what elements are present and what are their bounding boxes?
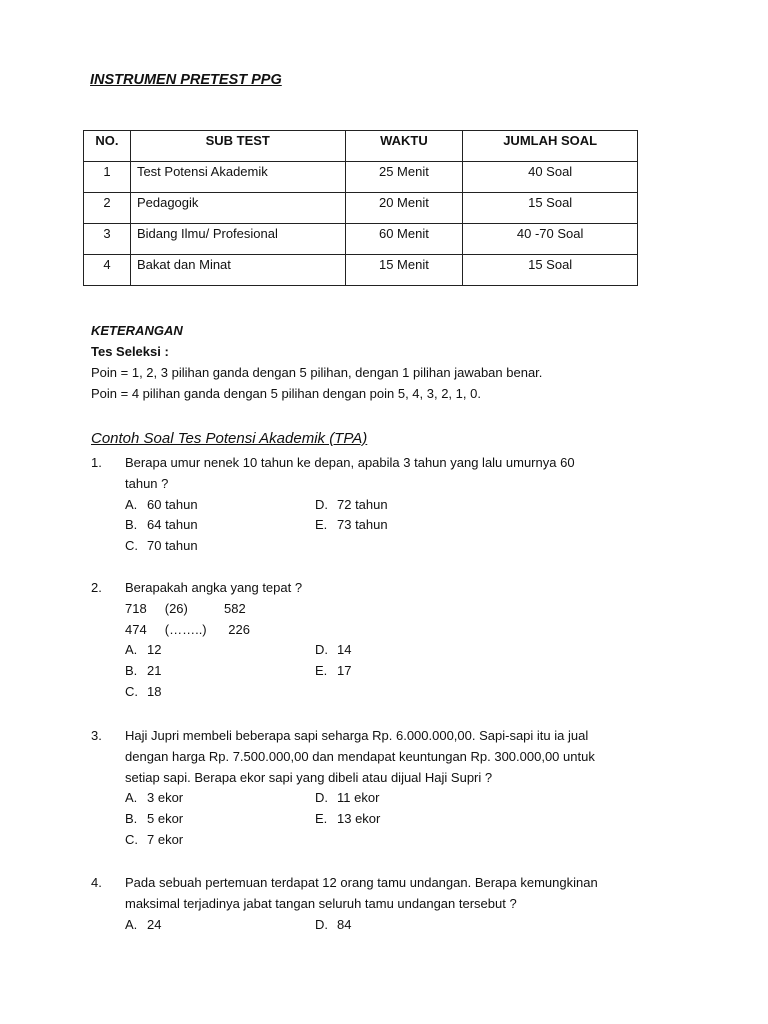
number-pattern-line: 718 (26) 582 xyxy=(125,600,246,616)
question-number: 4. xyxy=(91,875,102,890)
question-text-line: tahun ? xyxy=(125,475,169,491)
keterangan-line: Poin = 4 pilihan ganda dengan 5 pilihan dengan poin 5, 4, 3, 2, 1, 0. xyxy=(91,386,481,401)
keterangan-heading: KETERANGAN xyxy=(91,323,183,338)
cell-sub-test: Bakat dan Minat xyxy=(130,255,345,286)
cell-sub-test: Pedagogik xyxy=(130,193,345,224)
option: E. 13 ekor xyxy=(315,811,381,827)
option: A. 12 xyxy=(125,642,162,658)
option: D. 11 ekor xyxy=(315,790,380,806)
question-number: 2. xyxy=(91,580,102,595)
header-sub-test: SUB TEST xyxy=(130,131,345,162)
question-body xyxy=(125,578,670,703)
cell-jumlah-soal: 15 Soal xyxy=(463,193,638,224)
option: B. 21 xyxy=(125,663,162,679)
question-text-line: Berapa umur nenek 10 tahun ke depan, apabila 3 tahun yang lalu umurnya 60 xyxy=(125,455,575,470)
option: A. 60 tahun xyxy=(125,496,198,512)
cell-jumlah-soal: 40 Soal xyxy=(463,162,638,193)
option: E. 73 tahun xyxy=(315,517,388,533)
table-header-row xyxy=(84,131,638,162)
question-number: 1. xyxy=(91,455,102,470)
question-body xyxy=(125,453,670,557)
section-title: Contoh Soal Tes Potensi Akademik (TPA) xyxy=(91,430,368,447)
option: E. 17 xyxy=(315,663,352,679)
instrument-table xyxy=(83,130,638,286)
cell-no: 1 xyxy=(84,162,131,193)
options-grid xyxy=(125,495,670,557)
table-row xyxy=(84,255,638,286)
header-waktu: WAKTU xyxy=(345,131,463,162)
cell-jumlah-soal: 15 Soal xyxy=(463,255,638,286)
document-title: INSTRUMEN PRETEST PPG xyxy=(90,72,282,88)
table-row xyxy=(84,193,638,224)
cell-no: 4 xyxy=(84,255,131,286)
options-grid xyxy=(125,915,670,936)
option: A. 3 ekor xyxy=(125,790,184,806)
number-pattern-line: 474 (……..) 226 xyxy=(125,621,250,637)
cell-waktu: 15 Menit xyxy=(345,255,463,286)
cell-sub-test: Bidang Ilmu/ Profesional xyxy=(130,224,345,255)
cell-waktu: 20 Menit xyxy=(345,193,463,224)
question-text-line: Haji Jupri membeli beberapa sapi seharga Rp. 6.000.000,00. Sapi-sapi itu ia jual xyxy=(125,728,589,743)
option: D. 84 xyxy=(315,916,352,932)
question-text-line: maksimal terjadinya jabat tangan seluruh tamu undangan tersebut ? xyxy=(125,895,517,911)
tes-seleksi-heading: Tes Seleksi : xyxy=(91,344,169,359)
option: C. 7 ekor xyxy=(125,831,184,847)
question-body xyxy=(125,726,670,851)
keterangan-section xyxy=(91,320,542,404)
option: C. 70 tahun xyxy=(125,538,198,554)
cell-no: 3 xyxy=(84,224,131,255)
cell-no: 2 xyxy=(84,193,131,224)
question-text-line: Pada sebuah pertemuan terdapat 12 orang tamu undangan. Berapa kemungkinan xyxy=(125,875,598,890)
cell-jumlah-soal: 40 -70 Soal xyxy=(463,224,638,255)
option: B. 5 ekor xyxy=(125,811,184,827)
question-number: 3. xyxy=(91,728,102,743)
options-grid xyxy=(125,788,670,850)
cell-sub-test: Test Potensi Akademik xyxy=(130,162,345,193)
table-row xyxy=(84,162,638,193)
options-grid xyxy=(125,640,670,702)
keterangan-line: Poin = 1, 2, 3 pilihan ganda dengan 5 pilihan, dengan 1 pilihan jawaban benar. xyxy=(91,365,543,380)
table-row xyxy=(84,224,638,255)
header-no: NO. xyxy=(84,131,131,162)
header-jumlah-soal: JUMLAH SOAL xyxy=(463,131,638,162)
question-body xyxy=(125,873,670,935)
option: B. 64 tahun xyxy=(125,517,198,533)
cell-waktu: 60 Menit xyxy=(345,224,463,255)
option: D. 72 tahun xyxy=(315,496,388,512)
option: C. 18 xyxy=(125,683,162,699)
cell-waktu: 25 Menit xyxy=(345,162,463,193)
option: A. 24 xyxy=(125,916,162,932)
question-text-line: setiap sapi. Berapa ekor sapi yang dibeli atau dijual Haji Supri ? xyxy=(125,769,493,785)
question-text-line: Berapakah angka yang tepat ? xyxy=(125,580,303,595)
option: D. 14 xyxy=(315,642,352,658)
question-text-line: dengan harga Rp. 7.500.000,00 dan mendapat keuntungan Rp. 300.000,00 untuk xyxy=(125,748,595,764)
